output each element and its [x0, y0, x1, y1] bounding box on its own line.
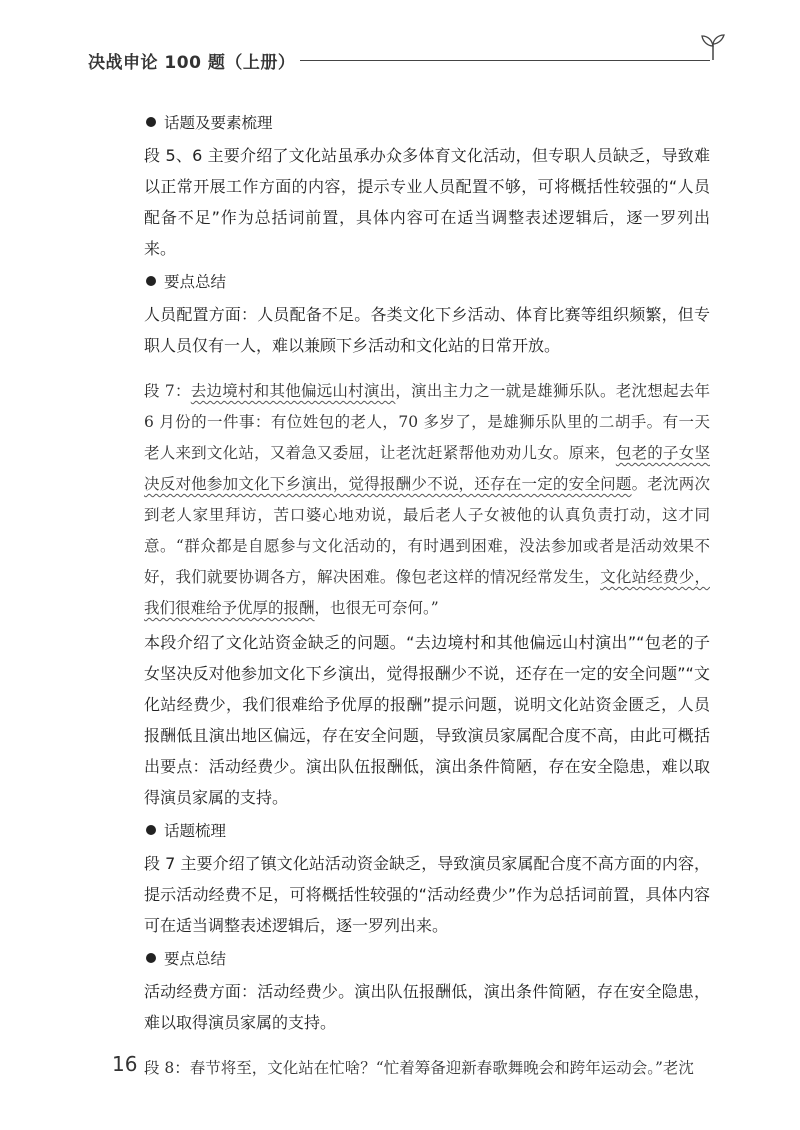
page-body	[144, 108, 710, 1087]
section-heading: 要点总结	[144, 267, 710, 297]
section-heading: 话题梳理	[144, 816, 710, 846]
page-number: 16	[112, 1052, 138, 1076]
paragraph: 活动经费方面：活动经费少。演出队伍报酬低，演出条件简陋，存在安全隐患，难以取得演员家属的支持。	[144, 982, 710, 1032]
bullet-icon	[146, 825, 156, 835]
underlined-phrase: 文化站经费少，我们很难给予优厚的报酬	[144, 568, 710, 617]
section-heading: 要点总结	[144, 944, 710, 974]
quoted-material-paragraph: 段 8：春节将至，文化站在忙啥？“忙着筹备迎新春歌舞晚会和跨年运动会。”老沈	[144, 1059, 694, 1077]
bullet-icon	[146, 117, 156, 127]
sprout-icon	[698, 32, 728, 62]
bullet-icon	[146, 953, 156, 963]
page-header	[88, 46, 728, 76]
header-rule	[300, 60, 710, 61]
bullet-icon	[146, 276, 156, 286]
underlined-phrase: 去边境村和其他偏远山村演出	[190, 382, 396, 400]
paragraph: 人员配置方面：人员配备不足。各类文化下乡活动、体育比赛等组织频繁，但专职人员仅有一人，难以兼顾下乡活动和文化站的日常开放。	[144, 305, 710, 355]
paragraph: 段 5、6 主要介绍了文化站虽承办众多体育文化活动，但专职人员缺乏，导致难以正常开展工作方面的内容，提示专业人员配置不够，可将概括性较强的“人员配备不足”作为总括词前置，具体内容可在适当调整表述逻辑后，逐一罗列出来。	[144, 146, 710, 258]
section-heading: 话题及要素梳理	[144, 108, 710, 138]
quoted-material-paragraph: 段 7：去边境村和其他偏远山村演出，演出主力之一就是雄狮乐队。老沈想起去年 6 月份的一件事：有位姓包的老人，70 多岁了，是雄狮乐队里的二胡手。有一天老人来到文化站，又着急又委屈，让老沈赶紧帮他劝劝儿女。原来，包老的子女坚决反对他参加文化下乡演出，觉得报酬少不说，还存在一定的安全问题。老沈两次到老人家里拜访，苦口婆心地劝说，最后老人子女被他的认真负责打动，这才同意。“群众都是自愿参与文化活动的，有时遇到困难，没法参加或者是活动效果不好，我们就要协调各方，解决困难。像包老这样的情况经常发生，文化站经费少，我们很难给予优厚的报酬，也很无可奈何。”	[144, 382, 710, 617]
paragraph: 段 7 主要介绍了镇文化站活动资金缺乏，导致演员家属配合度不高方面的内容，提示活动经费不足，可将概括性较强的“活动经费少”作为总括词前置，具体内容可在适当调整表述逻辑后，逐一罗列出来。	[144, 854, 710, 935]
paragraph: 本段介绍了文化站资金缺乏的问题。“去边境村和其他偏远山村演出”“包老的子女坚决反对他参加文化下乡演出，觉得报酬少不说，还存在一定的安全问题”“文化站经费少，我们很难给予优厚的报酬”提示问题，说明文化站资金匮乏，人员报酬低且演出地区偏远，存在安全问题，导致演员家属配合度不高，由此可概括出要点：活动经费少。演出队伍报酬低，演出条件简陋，存在安全隐患，难以取得演员家属的支持。	[144, 633, 710, 807]
underlined-phrase: 包老的子女坚决反对他参加文化下乡演出，觉得报酬少不说，还存在一定的安全问题	[144, 444, 710, 493]
book-title: 决战申论 100 题（上册）	[88, 53, 296, 73]
